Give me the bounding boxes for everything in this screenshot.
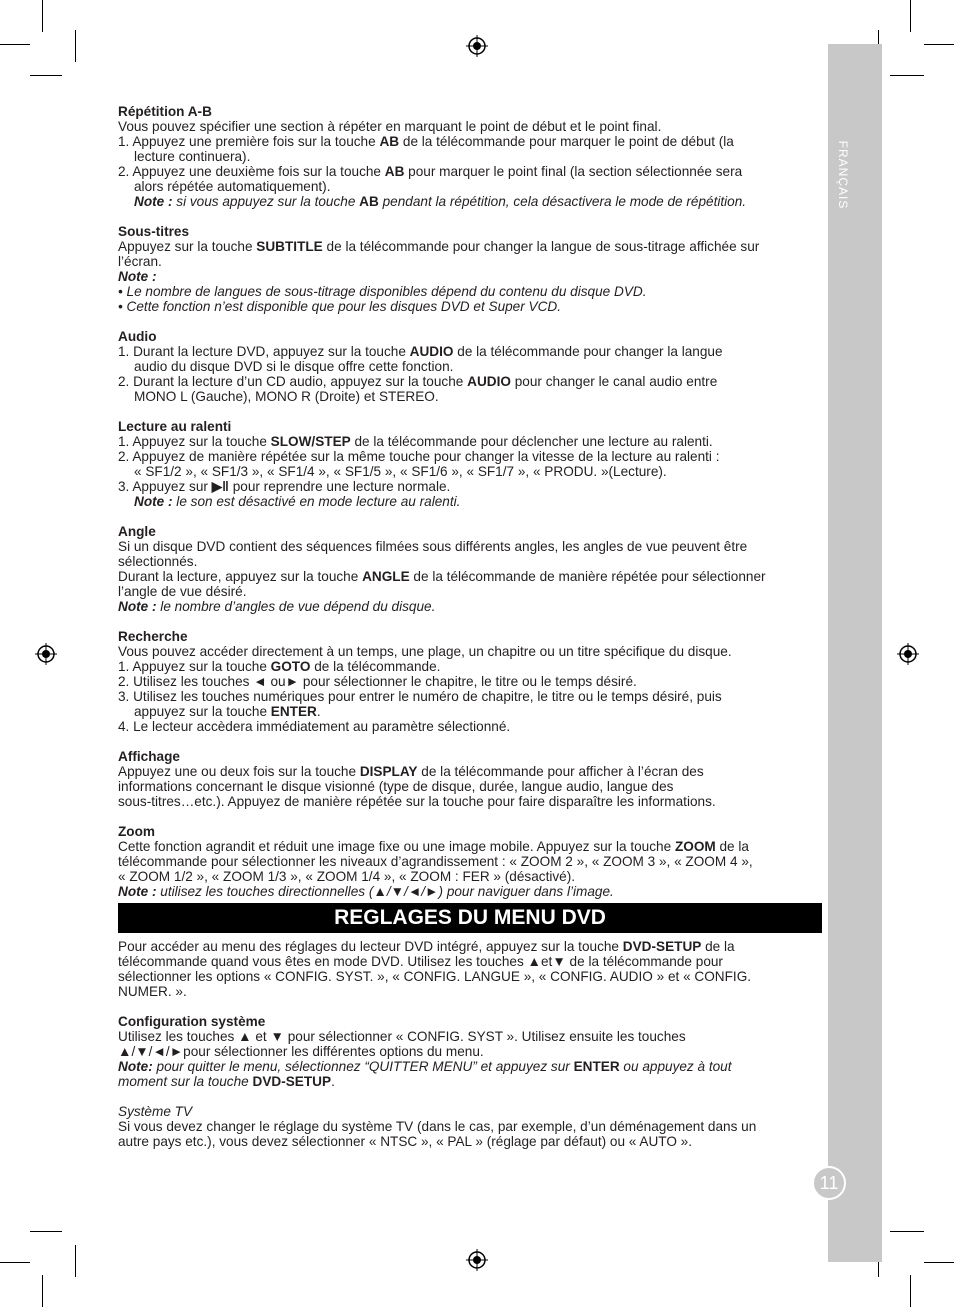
text: 2. Appuyez une deuxième fois sur la touche [118, 164, 385, 179]
language-sidebar [828, 44, 882, 1262]
crop-mark [42, 0, 43, 32]
paragraph: Vous pouvez spécifier une section à répéter en marquant le point de début et le point final. [118, 119, 662, 134]
text: 1. Appuyez une première fois sur la touche [118, 134, 380, 149]
section-banner: REGLAGES DU MENU DVD [118, 903, 822, 933]
text: 1. Appuyez sur la touche [118, 659, 271, 674]
text: de la télécommande pour changer la langue [453, 344, 723, 359]
step [118, 374, 822, 389]
step [118, 479, 822, 494]
crop-mark [30, 1231, 62, 1232]
play-pause-icon: ▶ǁ [211, 479, 229, 494]
key-name: ANGLE [362, 569, 410, 584]
key-name: AB [379, 134, 400, 149]
text: 1. Durant la lecture DVD, appuyez sur la touche [118, 344, 410, 359]
registration-mark-icon [466, 35, 488, 57]
text: pour quitter le menu, sélectionnez “QUITTER MENU” et appuyez sur [152, 1059, 574, 1074]
paragraph: l’angle de vue désiré. [118, 584, 247, 599]
crop-mark [890, 75, 924, 76]
step-continued: « SF1/2 », « SF1/3 », « SF1/4 », « SF1/5 », « SF1/6 », « SF1/7 », « PRODU. »(Lecture). [134, 464, 667, 479]
section-heading: Sous-titres [118, 224, 190, 239]
note [118, 1059, 822, 1074]
text: le nombre d’angles de vue dépend du disque. [156, 599, 436, 614]
crop-mark [890, 1231, 924, 1232]
key-name: AUDIO [467, 374, 511, 389]
paragraph [118, 569, 822, 584]
step [118, 134, 822, 149]
key-name: ZOOM [674, 839, 716, 854]
registration-mark-icon [466, 1249, 488, 1271]
note-label: Note: [118, 1059, 153, 1074]
note [118, 194, 822, 209]
text: 3. Appuyez sur [118, 479, 212, 494]
key-name: SUBTITLE [256, 239, 323, 254]
text: . [331, 1074, 335, 1089]
text: pour marquer le point final (la section sélectionnée sera [404, 164, 743, 179]
bullet: • Cette fonction n’est disponible que pour les disques DVD et Super VCD. [118, 299, 562, 314]
section-heading: Recherche [118, 629, 188, 644]
text: utilisez les touches directionnelles (▲/▼/◄/►) pour naviguer dans l’image. [156, 884, 614, 899]
text: . [316, 704, 321, 719]
page-content [118, 104, 822, 1149]
paragraph: Si vous devez changer le réglage du système TV (dans le cas, par exemple, d’un déménagement dans un [118, 1119, 757, 1134]
note-label: Note : [134, 194, 173, 209]
crop-mark [910, 1275, 911, 1307]
subsection-heading: Système TV [118, 1104, 193, 1119]
key-name: DVD-SETUP [252, 1074, 332, 1089]
crop-mark [924, 1262, 954, 1263]
language-label [835, 136, 851, 216]
text: de la télécommande pour déclencher une lecture au ralenti. [350, 434, 713, 449]
step: 2. Appuyez de manière répétée sur la même touche pour changer la vitesse de la lecture au ralenti : [118, 449, 720, 464]
key-name: ENTER [573, 1059, 620, 1074]
step: 4. Le lecteur accèdera immédiatement au paramètre sélectionné. [118, 719, 511, 734]
note-label: Note : [118, 269, 157, 284]
step [118, 164, 822, 179]
paragraph: télécommande pour sélectionner les niveaux d’agrandissement : « ZOOM 2 », « ZOOM 3 », « ZOOM 4 », [118, 854, 753, 869]
paragraph: Si un disque DVD contient des séquences filmées sous différents angles, les angles de vue peuvent être [118, 539, 748, 554]
text: Appuyez sur la touche [118, 239, 257, 254]
crop-mark [0, 44, 30, 45]
text: le son est désactivé en mode lecture au ralenti. [172, 494, 461, 509]
paragraph: télécommande quand vous êtes en mode DVD. Utilisez les touches ▲et▼ de la télécommande pour [118, 954, 723, 969]
paragraph: autre pays etc.), vous devez sélectionner « NTSC », « PAL » (réglage par défaut) ou « AUTO ». [118, 1134, 693, 1149]
text: Durant la lecture, appuyez sur la touche [118, 569, 363, 584]
paragraph: sélectionnés. [118, 554, 198, 569]
text: de la télécommande. [310, 659, 441, 674]
paragraph: NUMER. ». [118, 984, 187, 999]
crop-mark [0, 1262, 30, 1263]
paragraph [118, 839, 822, 854]
section-heading: Audio [118, 329, 157, 344]
note [118, 599, 822, 614]
crop-mark [75, 30, 76, 62]
crop-mark [924, 44, 954, 45]
text: Cette fonction agrandit et réduit une image fixe ou une image mobile. Appuyez sur la touche [118, 839, 675, 854]
crop-mark [75, 1245, 76, 1277]
step-continued: MONO L (Gauche), MONO R (Droite) et STEREO. [134, 389, 439, 404]
paragraph: « ZOOM 1/2 », « ZOOM 1/3 », « ZOOM 1/4 », « ZOOM : FER » (désactivé). [118, 869, 576, 884]
paragraph: sous-titres…etc.). Appuyez de manière répétée sur la touche pour faire disparaître les informations. [118, 794, 716, 809]
step-continued: alors répétée automatiquement). [134, 179, 331, 194]
step-continued: audio du disque DVD si le disque offre cette fonction. [134, 359, 454, 374]
note [118, 1074, 822, 1089]
text: 1. Appuyez sur la touche [118, 434, 271, 449]
text: moment sur la touche [118, 1074, 253, 1089]
text: appuyez sur la touche [134, 704, 271, 719]
crop-mark [30, 75, 62, 76]
key-name: ENTER [270, 704, 317, 719]
note [118, 884, 822, 899]
text: de la télécommande pour changer la langue de sous-titrage affichée sur [322, 239, 760, 254]
section-heading: Angle [118, 524, 156, 539]
language-label-text: FRANÇAIS [836, 140, 850, 210]
paragraph: sélectionner les options « CONFIG. SYST. », « CONFIG. LANGUE », « CONFIG. AUDIO » et « CONFIG. [118, 969, 752, 984]
step-continued: lecture continuera). [134, 149, 251, 164]
section-heading: Répétition A-B [118, 104, 212, 119]
key-name: DISPLAY [359, 764, 418, 779]
key-name: AB [359, 194, 379, 209]
step: 3. Utilisez les touches numériques pour entrer le numéro de chapitre, le titre ou le temps désiré, puis [118, 689, 722, 704]
paragraph [118, 764, 822, 779]
step: 2. Utilisez les touches ◄ ou► pour sélectionner le chapitre, le titre ou le temps désiré. [118, 674, 637, 689]
step [118, 434, 822, 449]
section-heading: Zoom [118, 824, 155, 839]
section-heading: Configuration système [118, 1014, 266, 1029]
paragraph [118, 239, 822, 254]
text: ou appuyez à tout [619, 1059, 732, 1074]
text: de la [715, 839, 749, 854]
step-continued [118, 704, 822, 719]
note [118, 494, 822, 509]
key-name: AUDIO [409, 344, 454, 359]
text: pour changer le canal audio entre [510, 374, 718, 389]
text: de la télécommande pour marquer le point de début (la [399, 134, 734, 149]
registration-mark-icon [35, 643, 57, 665]
text: de la télécommande pour afficher à l’écran des [417, 764, 704, 779]
paragraph: Vous pouvez accéder directement à un temps, une plage, un chapitre ou un titre spécifique du disque. [118, 644, 732, 659]
text: pour reprendre une lecture normale. [228, 479, 451, 494]
key-name: SLOW/STEP [270, 434, 351, 449]
bullet: • Le nombre de langues de sous-titrage disponibles dépend du contenu du disque DVD. [118, 284, 647, 299]
key-name: GOTO [270, 659, 311, 674]
crop-mark [910, 0, 911, 32]
text: de la [701, 939, 735, 954]
paragraph: Utilisez les touches ▲ et ▼ pour sélectionner « CONFIG. SYST ». Utilisez ensuite les touches [118, 1029, 686, 1044]
paragraph: informations concernant le disque visionné (type de disque, durée, langue audio, langue des [118, 779, 674, 794]
text: pendant la répétition, cela désactivera le mode de répétition. [378, 194, 747, 209]
key-name: AB [384, 164, 405, 179]
section-heading: Lecture au ralenti [118, 419, 232, 434]
note-label: Note : [118, 599, 157, 614]
note-label: Note : [134, 494, 173, 509]
text: Appuyez une ou deux fois sur la touche [118, 764, 360, 779]
page-number: 11 [812, 1166, 846, 1200]
text: si vous appuyez sur la touche [172, 194, 360, 209]
paragraph [118, 939, 822, 954]
key-name: DVD-SETUP [622, 939, 702, 954]
text: 2. Durant la lecture d’un CD audio, appuyez sur la touche [118, 374, 468, 389]
step [118, 659, 822, 674]
text: Pour accéder au menu des réglages du lecteur DVD intégré, appuyez sur la touche [118, 939, 623, 954]
crop-mark [42, 1275, 43, 1307]
text: de la télécommande de manière répétée pour sélectionner [409, 569, 766, 584]
paragraph: ▲/▼/◄/►pour sélectionner les différentes options du menu. [118, 1044, 484, 1059]
note-label: Note : [118, 884, 157, 899]
step [118, 344, 822, 359]
section-heading: Affichage [118, 749, 180, 764]
paragraph: l’écran. [118, 254, 162, 269]
registration-mark-icon [897, 643, 919, 665]
